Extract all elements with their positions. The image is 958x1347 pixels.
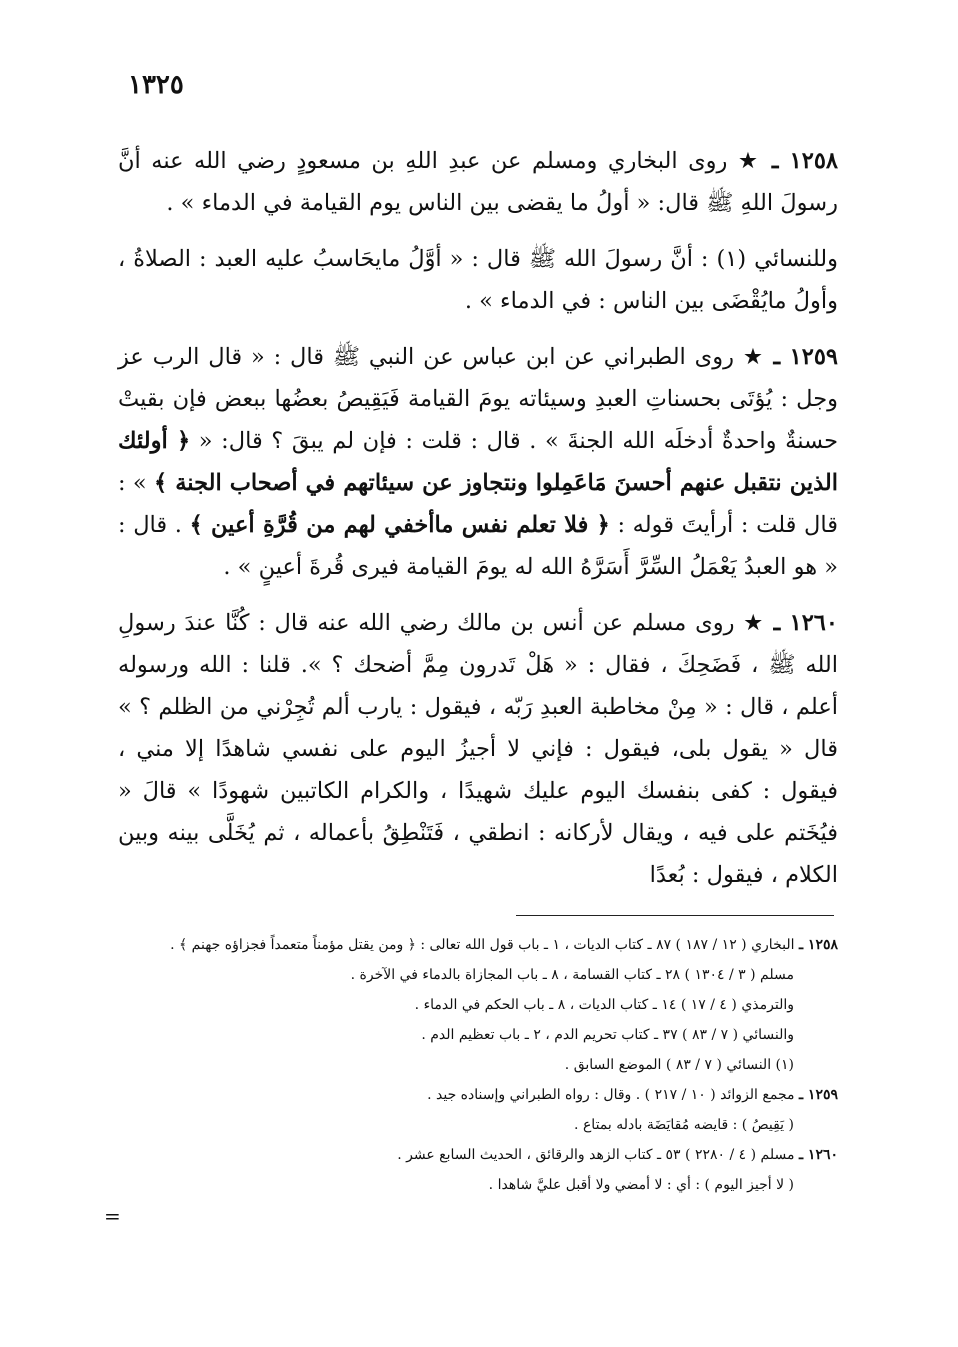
- hadith-text: . قال : « هو العبدُ يَعْمَلُ السِّرَّ أَسَرَّهُ الله له يومَ القيامة فيرى قُرةَ أعينٍ » .: [118, 512, 838, 580]
- hadith-text: ★ روى البخاري ومسلم عن عبدِ اللهِ بن مسعودٍ رضي الله عنه أنَّ رسولَ اللهِ ﷺ قال: « أولُ ما يقضى بين الناس يوم القيامة في الدماء » .: [118, 148, 838, 216]
- footnote-text: (١) النسائي ( ٧ / ٨٣ ) الموضع السابق .: [564, 1057, 794, 1073]
- footnote-text: والترمذي ( ٤ / ١٧ ) ١٤ ـ كتاب الديات ، ٨ ـ باب الحكم في الدماء .: [414, 997, 794, 1013]
- hadith-number: ١٢٥٨ ـ: [771, 148, 838, 174]
- hadith-number: ١٢٥٩ ـ: [773, 344, 838, 370]
- footnote: [120, 1110, 838, 1140]
- footnote-divider: [516, 915, 834, 916]
- footnote-text: مسلم ( ٤ / ٢٢٨٠ ) ٥٣ ـ كتاب الزهد والرقائق ، الحديث السابع عشر .: [397, 1147, 795, 1163]
- footnote-text: البخاري ( ١٢ / ١٨٧ ) ٨٧ ـ كتاب الديات ، ١ ـ باب قول الله تعالى : ﴿ ومن يقتل مؤمناً متعمداً فجزاؤه جهنم ﴾ .: [170, 937, 795, 953]
- footnote: [120, 960, 838, 990]
- hadith-text: ★ روى مسلم عن أنس بن مالك رضي الله عنه قال : كُنَّا عندَ رسولِ الله ﷺ ، فَضَحِكَ ، فقال : « هَلْ تَدرون مِمَّ أضحك ؟ ». قلنا : الله ورسوله أعلم ، قال : « مِنْ مخاطبة العبدِ رَبّه ، فيقول : يارب ألم تُجِرْني من الظلم ؟ » قال « يقول بلى، فيقول : فإني لا أجيزُ اليوم على نفسي شاهدًا إلا مني ، فيقول : كفى بنفسك اليوم عليك شهيدًا ، والكرام الكاتبين شهودًا » قالَ « فيُخَتم على فيه ، ويقال لأركانه : انطقي ، فَتَنْطِقُ بأعماله ، ثم يُخَلَّى بينه وبين الكلام ، فيقول : بُعدًا: [118, 610, 838, 888]
- hadith-1259: [118, 336, 838, 588]
- edge-mark: =: [104, 1204, 121, 1228]
- footnote: [120, 1020, 838, 1050]
- hadith-1260: [118, 602, 838, 896]
- footnote: [120, 990, 838, 1020]
- footnote-ref: ١٢٥٨ ـ: [798, 937, 838, 953]
- footnote-ref: ١٢٦٠ ـ: [798, 1147, 838, 1163]
- footnote: [120, 930, 838, 960]
- footnote-text: مسلم ( ٣ / ١٣٠٤ ) ٢٨ ـ كتاب القسامة ، ٨ ـ باب المجازاة بالدماء في الآخرة .: [350, 967, 794, 983]
- page-number: ١٣٢٥: [128, 70, 184, 100]
- quran-quote: ﴿ فلا تعلم نفس ماأخفي لهم من قُرَّةِ أعين ﴾: [189, 512, 610, 538]
- hadith-1258: [118, 140, 838, 224]
- footnote-text: مجمع الزوائد ( ١٠ / ٢١٧ ) . وقال : رواه الطبراني وإسناده جيد .: [427, 1087, 795, 1103]
- quran-quote: ﴿ أولئك الذين نتقبل عنهم أحسنَ مَاعَمِلوا ونتجاوز عن سيئاتهم في أصحاب الجنة ﴾: [118, 428, 838, 496]
- footnote: [120, 1080, 838, 1110]
- narration-text: وللنسائي (١) : أنَّ رسولَ الله ﷺ قال : « أوَّلُ مايحَاسبُ عليه العبد : الصلاةُ ، وأولُ مايُقْضَى بين الناس : في الدماء » .: [118, 246, 838, 314]
- hadith-number: ١٢٦٠ ـ: [773, 610, 838, 636]
- main-text: [118, 140, 838, 910]
- footnote: [120, 1170, 838, 1200]
- hadith-text: » : قال قلت : أرأيتَ قوله :: [118, 470, 838, 538]
- footnote-text: ( يَقِيصُ ) : قايضه مُقايَضَة بادله بمتاع .: [574, 1117, 794, 1133]
- footnote-text: والنسائي ( ٧ / ٨٣ ) ٣٧ ـ كتاب تحريم الدم ، ٢ ـ باب تعظيم الدم .: [421, 1027, 794, 1043]
- hadith-text: ★ روى الطبراني عن ابن عباس عن النبي ﷺ قال : « قال الرب عز وجل : يُؤتَى بحسناتِ العبدِ وسيئاته يومَ القيامة فَيَقِيصُ بعضُها ببعض فإن بقيتْ حسنةٌ واحدةٌ أدخلَه الله الجنةَ » . قال : قلت : فإن لم يبقَ ؟ قال: «: [118, 344, 838, 454]
- nasai-narration: [118, 238, 838, 322]
- footnote: [120, 1050, 838, 1080]
- footnote-ref: ١٢٥٩ ـ: [798, 1087, 838, 1103]
- footnote-text: ( لا أجيز اليوم ) : أي : لا أمضي ولا أقبل عليَّ شاهدا .: [488, 1177, 794, 1193]
- footnotes: [120, 930, 838, 1200]
- footnote: [120, 1140, 838, 1170]
